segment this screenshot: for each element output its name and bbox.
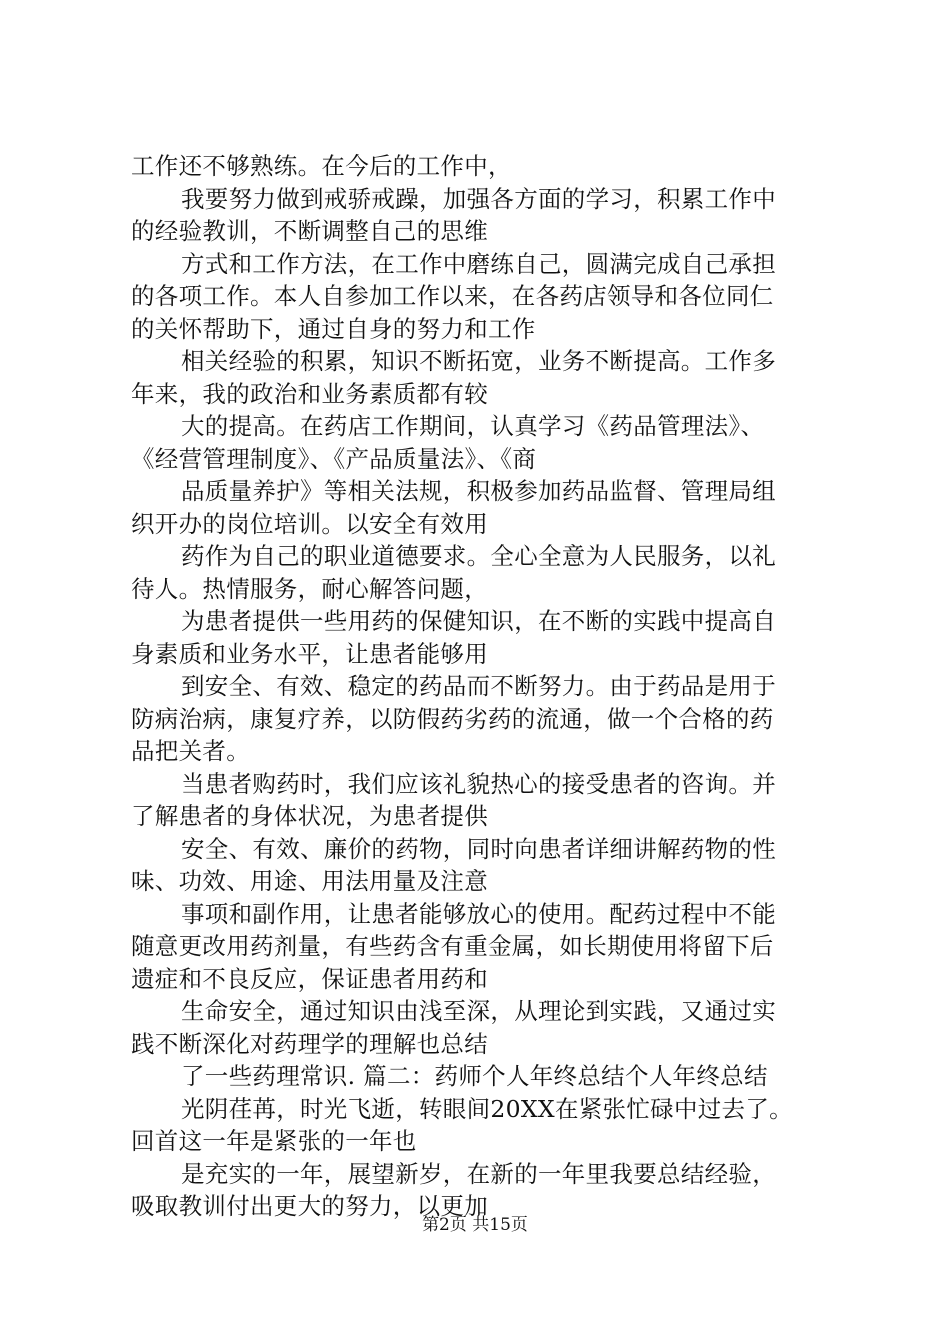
text-line: 吸取教训付出更大的努力，以更加 — [131, 1192, 488, 1220]
text-line: 生命安全，通过知识由浅至深，从理论到实践，又通过实 — [181, 997, 776, 1025]
text-line: 到安全、有效、稳定的药品而不断努力。由于药品是用于 — [181, 672, 776, 700]
text-line: 的关怀帮助下，通过自身的努力和工作 — [131, 314, 536, 343]
text-line: 相关经验的积累，知识不断拓宽，业务不断提高。工作多 — [181, 347, 776, 375]
text-line: 事项和副作用，让患者能够放心的使用。配药过程中不能 — [181, 899, 776, 928]
page-footer: 第2页 共15页 — [422, 1215, 528, 1235]
text-line: 品质量养护》等相关法规，积极参加药品监督、管理局组 — [181, 477, 776, 505]
text-line: 味、功效、用途、用法用量及注意 — [131, 867, 488, 895]
text-line: 待人。热情服务，耐心解答问题， — [131, 574, 488, 603]
text-line: 回首这一年是紧张的一年也 — [131, 1127, 417, 1155]
text-line: 当患者购药时，我们应该礼貌热心的接受患者的咨询。并 — [181, 769, 776, 798]
text-line: 是充实的一年，展望新岁，在新的一年里我要总结经验， — [181, 1159, 776, 1188]
text-line: 了解患者的身体状况，为患者提供 — [131, 802, 488, 830]
text-line: 方式和工作方法，在工作中磨练自己，圆满完成自己承担 — [181, 249, 776, 278]
text-line: 防病治病，康复疗养，以防假药劣药的流通，做一个合格的药 — [131, 704, 774, 733]
text-line: 遗症和不良反应，保证患者用药和 — [131, 964, 488, 993]
text-line: 随意更改用药剂量，有些药含有重金属，如长期使用将留下后 — [131, 932, 774, 960]
text-line: 工作还不够熟练。在今后的工作中， — [131, 152, 512, 180]
text-line: 的各项工作。本人自参加工作以来，在各药店领导和各位同仁 — [131, 282, 774, 310]
text-line: 身素质和业务水平，让患者能够用 — [131, 639, 488, 668]
text-line: 光阴荏苒，时光飞逝，转眼间20XX在紧张忙碌中过去了。 — [181, 1094, 793, 1123]
document-body — [131, 150, 833, 1223]
text-line: 了一些药理常识. 篇二：药师个人年终总结个人年终总结 — [181, 1062, 768, 1090]
text-line: 年来，我的政治和业务素质都有较 — [131, 379, 488, 408]
text-line: 药作为自己的职业道德要求。全心全意为人民服务，以礼 — [181, 542, 776, 570]
text-line: 织开办的岗位培训。以安全有效用 — [131, 509, 488, 538]
text-line: 为患者提供一些用药的保健知识，在不断的实践中提高自 — [181, 607, 776, 635]
text-line: 我要努力做到戒骄戒躁，加强各方面的学习，积累工作中 — [181, 184, 776, 213]
text-line: 大的提高。在药店工作期间，认真学习《药品管理法》、 — [181, 412, 765, 440]
text-line: 品把关者。 — [131, 737, 250, 765]
text-line: 的经验教训，不断调整自己的思维 — [131, 217, 488, 245]
text-line: 安全、有效、廉价的药物，同时向患者详细讲解药物的性 — [181, 834, 776, 863]
text-line: 《经营管理制度》、《产品质量法》、《商 — [131, 444, 537, 473]
text-line: 践不断深化对药理学的理解也总结 — [131, 1029, 488, 1058]
